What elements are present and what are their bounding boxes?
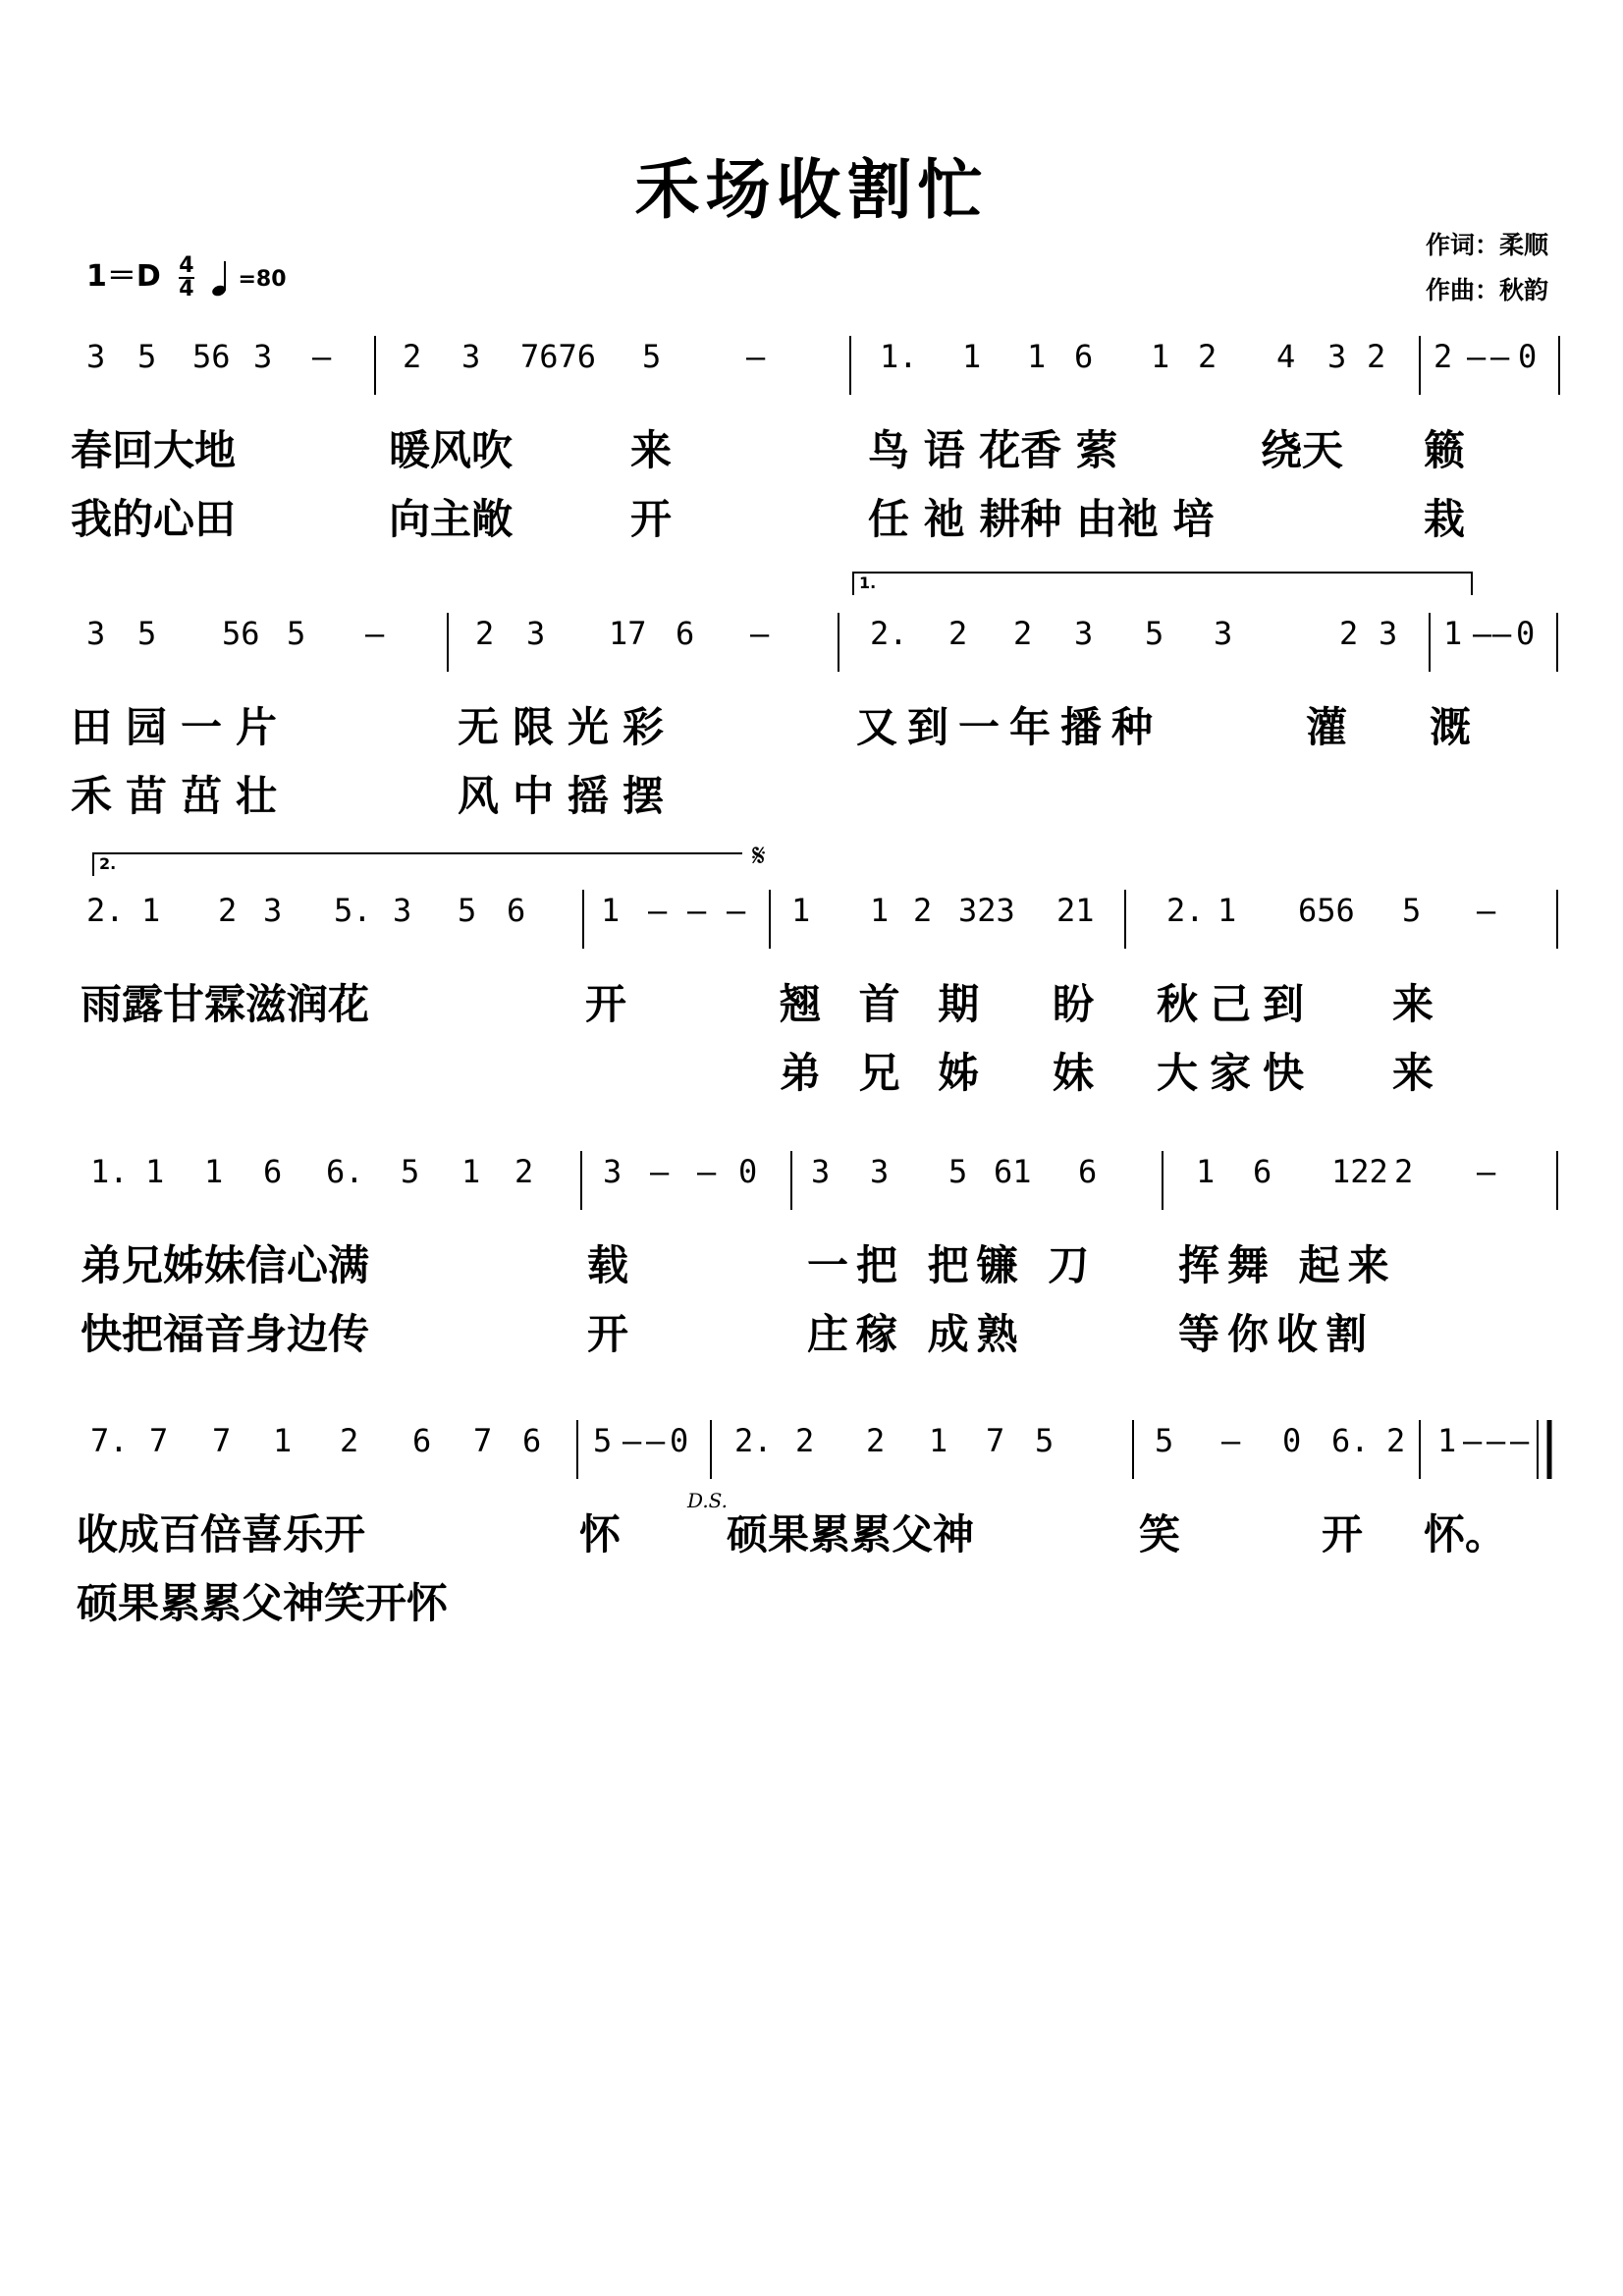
lyric: 禾苗茁壮 <box>71 772 292 820</box>
volta-1: 1. <box>852 572 1473 595</box>
time-top: 4 <box>179 252 194 278</box>
song-title: 禾场收割忙 <box>634 152 989 228</box>
note: 6 <box>1074 338 1094 375</box>
note: 1 <box>1437 1422 1457 1459</box>
segno-icon: 𝄋 <box>752 837 766 874</box>
note: 1 <box>1443 615 1463 652</box>
note: – <box>1477 1153 1496 1190</box>
note: 2 <box>948 615 968 652</box>
note: 6. <box>326 1153 364 1190</box>
lyric: 硕果累累父神 <box>727 1510 975 1558</box>
note: 3 <box>526 615 546 652</box>
note: 2 <box>1434 338 1453 375</box>
note: – <box>646 1422 666 1459</box>
lyric: 盼 <box>1053 980 1095 1028</box>
note: – <box>687 892 707 929</box>
lyric: 暖风吹 <box>389 426 514 474</box>
note: 3 <box>811 1153 831 1190</box>
lyric: 绕天 <box>1261 426 1344 474</box>
lyric: 雨露甘霖滋润花 <box>81 980 370 1028</box>
notation-row-4 <box>0 1149 1623 1228</box>
note: 1. <box>90 1153 129 1190</box>
notes-4 <box>90 1153 1496 1190</box>
note: 1 <box>1196 1153 1216 1190</box>
note: 7. <box>90 1422 129 1459</box>
lyric: 笑 <box>1139 1510 1181 1558</box>
note: 323 <box>958 892 1015 929</box>
lyric: 田园一片 <box>71 703 292 751</box>
note: 1 <box>791 892 811 929</box>
note: 4 <box>1276 338 1296 375</box>
note: 3 <box>1214 615 1233 652</box>
quarter-note-icon <box>212 260 228 296</box>
note: 0 <box>1282 1422 1302 1459</box>
lyric: 载 <box>587 1241 629 1289</box>
lyric: 来 <box>1392 980 1434 1028</box>
tonic: 1＝D <box>86 259 161 294</box>
note: – <box>1467 338 1487 375</box>
note: 3 <box>461 338 481 375</box>
note: – <box>746 338 766 375</box>
note: 5 <box>1145 615 1164 652</box>
note: 1. <box>880 338 918 375</box>
lyric: 开 <box>1322 1510 1364 1558</box>
notation-row-5 <box>0 1418 1623 1497</box>
note: 5 <box>948 1153 968 1190</box>
note: 3 <box>86 338 106 375</box>
note: 56 <box>222 615 260 652</box>
notes-2 <box>86 615 1535 652</box>
note: – <box>1490 338 1510 375</box>
note: 2. <box>870 615 908 652</box>
note: 1 <box>962 338 982 375</box>
note: 5 <box>401 1153 420 1190</box>
lyric: 怀。 <box>1424 1510 1507 1558</box>
note: 6 <box>263 1153 283 1190</box>
note: 5 <box>642 338 662 375</box>
note: – <box>1510 1422 1530 1459</box>
score-system-5 <box>0 1418 1623 1627</box>
lyric: 弟 兄 姊 <box>780 1049 992 1097</box>
note: 0 <box>1516 615 1536 652</box>
lyric: 灌 <box>1306 703 1348 751</box>
lyric: 一把 把镰 刀 <box>807 1241 1098 1289</box>
note: – <box>727 892 746 929</box>
lyric: 怀 <box>579 1510 622 1558</box>
lyric: 开 <box>585 980 627 1028</box>
note: 21 <box>1056 892 1095 929</box>
lyric: 快把福音身边传 <box>81 1310 370 1358</box>
lyric: 来 <box>1392 1049 1434 1097</box>
note: 17 <box>609 615 647 652</box>
notation-row-1 <box>0 334 1623 412</box>
score-system-3 <box>0 888 1623 1097</box>
score-system-2 <box>0 611 1623 820</box>
note: 7 <box>473 1422 493 1459</box>
note: 3 <box>1379 615 1398 652</box>
note: 6 <box>1078 1153 1098 1190</box>
notes-3 <box>86 892 1496 929</box>
lyric: 溉 <box>1430 703 1472 751</box>
note: 3 <box>86 615 106 652</box>
note: – <box>365 615 385 652</box>
note: 2 <box>1394 1153 1414 1190</box>
notation-row-2 <box>0 611 1623 689</box>
note: – <box>750 615 770 652</box>
note: 7 <box>986 1422 1005 1459</box>
note: 0 <box>670 1422 689 1459</box>
note: 3 <box>263 892 283 929</box>
lyric: 籁 <box>1424 426 1466 474</box>
lyric: 开 <box>587 1310 629 1358</box>
lyric: 收成百倍喜乐开 <box>77 1510 366 1558</box>
note: 2 <box>1198 338 1217 375</box>
tempo: =80 <box>238 267 287 292</box>
notes-5 <box>90 1422 1530 1459</box>
note: 6 <box>412 1422 432 1459</box>
key-signature <box>86 251 287 301</box>
note: 0 <box>738 1153 758 1190</box>
note: 5 <box>137 338 157 375</box>
lyric: 挥舞 起来 <box>1178 1241 1397 1289</box>
note: 3 <box>393 892 412 929</box>
lyric: 等你收割 <box>1178 1310 1376 1358</box>
note: 6 <box>1253 1153 1272 1190</box>
score-system-4 <box>0 1149 1623 1358</box>
lyric: 我的心田 <box>71 495 237 543</box>
note: 5 <box>593 1422 613 1459</box>
note: 5 <box>1035 1422 1055 1459</box>
note: – <box>1473 615 1492 652</box>
lyric: 风中摇摆 <box>458 772 678 820</box>
note: – <box>1221 1422 1241 1459</box>
note: 6 <box>507 892 526 929</box>
note: 3 <box>253 338 273 375</box>
note: 1 <box>273 1422 293 1459</box>
lyric: 来 <box>630 426 673 474</box>
lyric: 栽 <box>1424 495 1466 543</box>
note: 2 <box>1367 338 1386 375</box>
note: 0 <box>1518 338 1538 375</box>
note: 61 <box>994 1153 1032 1190</box>
note: 2. <box>734 1422 773 1459</box>
note: 7 <box>212 1422 232 1459</box>
note: 2 <box>1013 615 1033 652</box>
lyric: 春回大地 <box>71 426 237 474</box>
lyric: 向主敞 <box>389 495 514 543</box>
note: 1 <box>145 1153 165 1190</box>
lyric: 任 祂 耕种 由祂 培 <box>868 495 1215 543</box>
note: 1 <box>204 1153 224 1190</box>
note: – <box>650 1153 670 1190</box>
note: 3 <box>1327 338 1347 375</box>
note: 1 <box>141 892 161 929</box>
note: – <box>1463 1422 1483 1459</box>
note: 1 <box>1027 338 1047 375</box>
lyric: 秋己到 <box>1157 980 1317 1028</box>
note: 1 <box>601 892 621 929</box>
lyric: 硕果累累父神笑开怀 <box>77 1579 449 1627</box>
note: – <box>1487 1422 1506 1459</box>
note: – <box>697 1153 717 1190</box>
note: 656 <box>1298 892 1355 929</box>
lyric: 大家快 <box>1157 1049 1317 1097</box>
score-system-1 <box>0 334 1623 543</box>
note: 2. <box>86 892 125 929</box>
lyric: 开 <box>630 495 673 543</box>
notation-row-3 <box>0 888 1623 966</box>
note: 2 <box>218 892 238 929</box>
note: 122 <box>1331 1153 1388 1190</box>
volta-2: 2. <box>92 852 742 876</box>
note: 3 <box>603 1153 622 1190</box>
notes-1 <box>86 338 1537 375</box>
note: 2. <box>1166 892 1205 929</box>
lyricist: 作词：柔顺 <box>1426 231 1549 259</box>
note: 3 <box>870 1153 890 1190</box>
note: 7676 <box>520 338 597 375</box>
composer: 作曲：秋韵 <box>1426 276 1549 304</box>
note: 2 <box>514 1153 534 1190</box>
lyric: 庄稼 成熟 <box>807 1310 1026 1358</box>
note: 1 <box>870 892 890 929</box>
note: 1 <box>461 1153 481 1190</box>
note: – <box>648 892 668 929</box>
dal-segno-mark: D.S. <box>687 1489 729 1512</box>
note: 2 <box>1339 615 1359 652</box>
note: 2 <box>913 892 933 929</box>
lyric: 妹 <box>1053 1049 1095 1097</box>
lyric: 鸟 语 花香 萦 <box>868 426 1117 474</box>
note: 56 <box>192 338 231 375</box>
note: – <box>1477 892 1496 929</box>
note: 2 <box>1386 1422 1406 1459</box>
note: – <box>622 1422 642 1459</box>
lyric: 又到一年播种 <box>856 703 1163 751</box>
note: 6 <box>676 615 695 652</box>
note: 2 <box>403 338 422 375</box>
note: 1 <box>929 1422 948 1459</box>
note: 6 <box>522 1422 542 1459</box>
note: 5 <box>137 615 157 652</box>
note: 5. <box>334 892 372 929</box>
note: 2 <box>475 615 495 652</box>
note: 2 <box>340 1422 359 1459</box>
note: – <box>312 338 332 375</box>
lyric: 弟兄姊妹信心满 <box>81 1241 370 1289</box>
note: 2 <box>795 1422 815 1459</box>
note: 5 <box>1155 1422 1174 1459</box>
note: 5 <box>1402 892 1422 929</box>
note: 1 <box>1151 338 1170 375</box>
note: 1 <box>1217 892 1237 929</box>
lyric: 翘 首 期 <box>780 980 992 1028</box>
note: 3 <box>1074 615 1094 652</box>
time-bottom: 4 <box>179 276 194 301</box>
note: 2 <box>866 1422 886 1459</box>
note: 5 <box>287 615 306 652</box>
note: – <box>1492 615 1512 652</box>
note: 5 <box>458 892 477 929</box>
note: 6. <box>1331 1422 1370 1459</box>
lyric: 无限光彩 <box>458 703 678 751</box>
note: 7 <box>149 1422 169 1459</box>
